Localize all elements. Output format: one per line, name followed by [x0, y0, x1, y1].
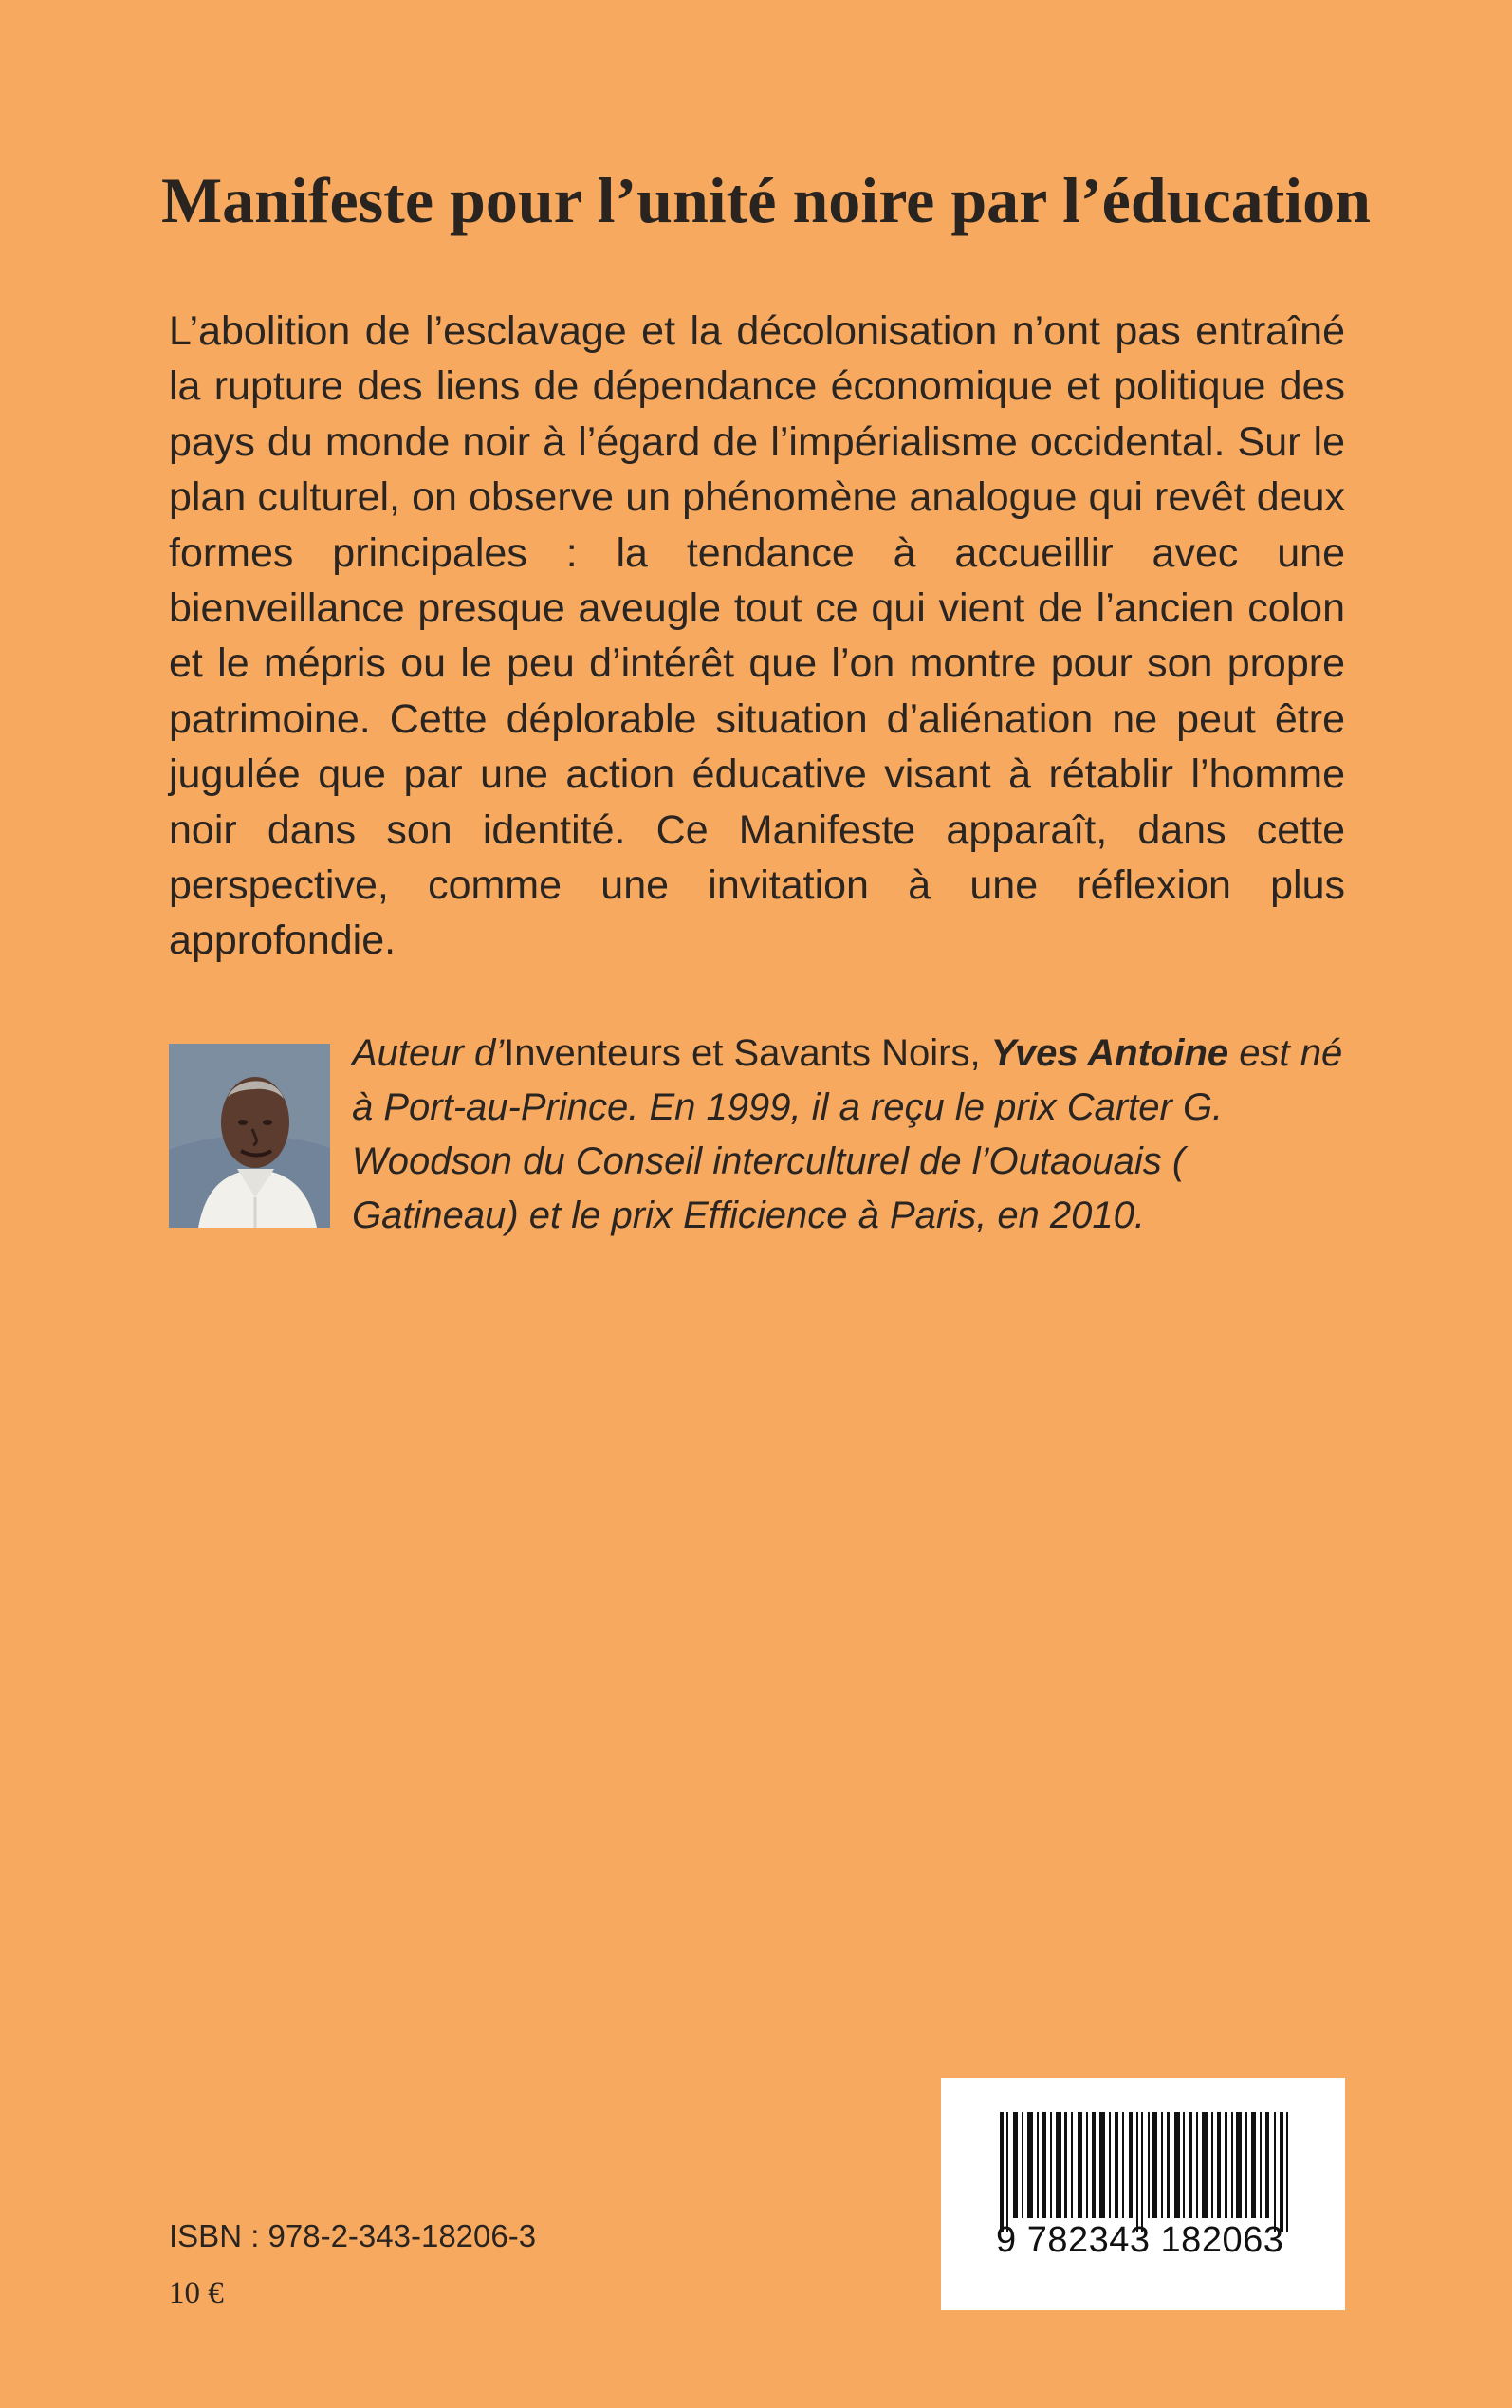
book-summary: L’abolition de l’esclavage et la décolonisation n’ont pas entraîné la rupture des liens de dépendance économique et politique des pays du monde noir à l’égard de l’impérialisme occidental. Sur le plan culturel, on observe un phénomène analogue qui revêt deux formes principales : la tendance à accueillir avec une bienveillance presque aveugle tout ce qui vient de l’ancien colon et le mépris ou le peu d’intérêt que l’on montre pour son propre patrimoine. Cette déplorable situation d’aliénation ne peut être jugulée que par une action éducative visant à rétablir l’homme noir dans son identité. Ce Manifeste apparaît, dans cette perspective, comme une invitation à une réflexion plus approfondie.: [169, 308, 1345, 964]
author-book-title: Inventeurs et Savants Noirs,: [504, 1032, 981, 1074]
barcode-panel: [941, 2078, 1345, 2310]
author-bio: [352, 1027, 1347, 1243]
barcode: [1000, 2112, 1290, 2232]
book-title: Manifeste pour l’unité noire par l’éducation: [161, 163, 1371, 236]
author-photo: [169, 1044, 330, 1228]
author-section: [169, 1025, 1347, 1236]
barcode-number: 9 782343 182063: [996, 2220, 1284, 2260]
isbn: ISBN : 978-2-343-18206-3: [169, 2218, 537, 2253]
author-name: Yves Antoine: [990, 1032, 1229, 1074]
barcode-bars: [1000, 2112, 1288, 2232]
price: 10 €: [169, 2276, 224, 2310]
author-intro: Auteur d’: [352, 1032, 505, 1074]
author-bio-text: est né à Port-au-Prince. En 1999, il a reçu le prix Carter G. Woodson du Conseil interculturel de l’Outaouais ( Gatineau) et le prix Efficience à Paris, en 2010.: [352, 1032, 1343, 1236]
